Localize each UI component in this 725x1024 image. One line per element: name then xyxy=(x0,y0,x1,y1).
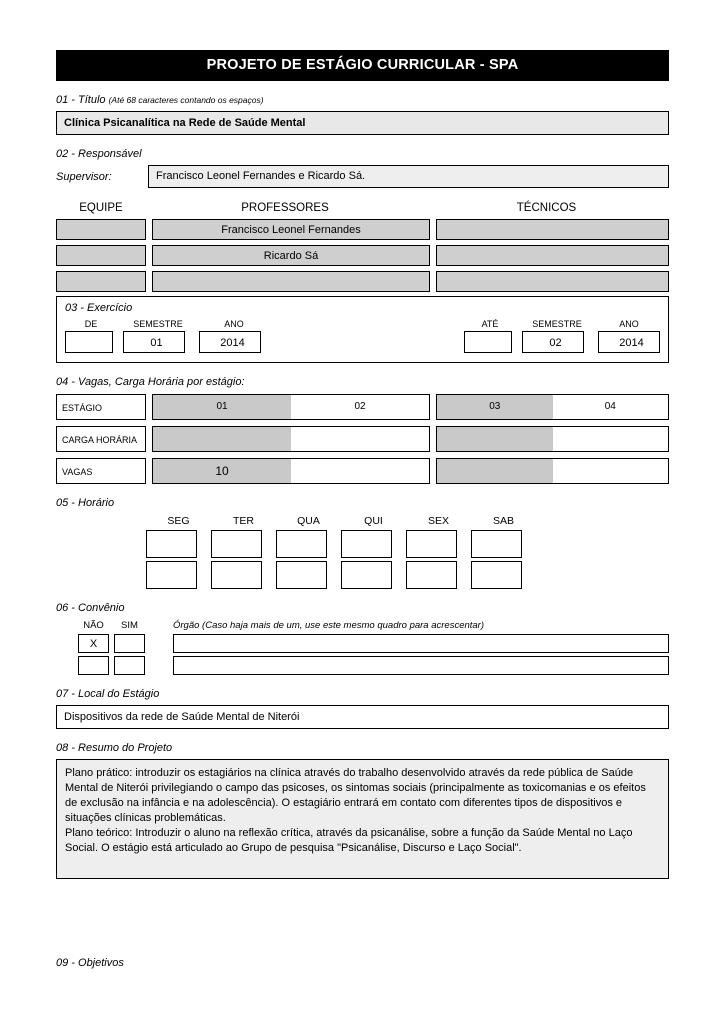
weekday-ter: TER xyxy=(233,515,254,527)
estagio-2[interactable]: 02 xyxy=(291,395,429,419)
section-01-title: 01 - Título xyxy=(56,94,106,106)
horario-ter-1[interactable] xyxy=(211,530,262,558)
de-field[interactable] xyxy=(65,331,113,353)
header-tecnicos: TÉCNICOS xyxy=(516,202,577,214)
vagas-2[interactable] xyxy=(291,459,429,483)
resumo-paragraph-1: Plano prático: introduzir os estagiários na clínica através do trabalho desenvolvido através da rede pública de Saúde Mental de Niterói privilegiando o campo das psicoses, os sintomas sociais (principalmente as toxicomanias e os efeitos de exclusão na infância e na adolescência). O estagiário entrará em contato com diferentes tipos de dispositivos e situações clínicas problemáticas. xyxy=(65,767,646,824)
equipe-cell-2[interactable] xyxy=(56,245,146,266)
ate-ano-group xyxy=(598,319,660,353)
carga-horaria-row-label: CARGA HORÁRIA xyxy=(56,426,146,452)
horario-row-2 xyxy=(56,561,669,589)
header-equipe: EQUIPE xyxy=(79,202,123,214)
section-07-label: 07 - Local do Estágio xyxy=(56,688,160,700)
table-row xyxy=(56,219,669,240)
horario-row-1 xyxy=(56,530,669,558)
carga-pair-right xyxy=(436,426,669,452)
section-09-label: 09 - Objetivos xyxy=(56,957,124,969)
estagio-1[interactable]: 01 xyxy=(153,395,291,419)
supervisor-row xyxy=(56,165,669,188)
document-title-bar: PROJETO DE ESTÁGIO CURRICULAR - SPA xyxy=(56,50,669,81)
estagio-3[interactable]: 03 xyxy=(437,395,553,419)
resumo-paragraph-2: Plano teórico: Introduzir o aluno na reflexão crítica, através da psicanálise, sobre a função da Saúde Mental no Laço Social. O estágio está articulado ao Grupo de pesquisa "Psicanálise, Discurso e Laço Social". xyxy=(65,827,633,854)
weekday-seg: SEG xyxy=(167,515,190,527)
ate-group xyxy=(464,319,516,353)
orgao-label: Órgão xyxy=(173,620,200,631)
estagio-pair-left xyxy=(152,394,430,420)
section-08-label: 08 - Resumo do Projeto xyxy=(56,742,173,754)
local-estagio-field[interactable]: Dispositivos da rede de Saúde Mental de Niterói xyxy=(56,705,669,729)
professor-cell-3[interactable] xyxy=(152,271,430,292)
horario-sab-2[interactable] xyxy=(471,561,522,589)
de-label: DE xyxy=(84,319,98,329)
convenio-sim-checkbox-2[interactable] xyxy=(114,656,145,675)
tecnico-cell-1[interactable] xyxy=(436,219,669,240)
horario-ter-2[interactable] xyxy=(211,561,262,589)
convenio-row-2 xyxy=(56,656,669,675)
de-ano-group xyxy=(199,319,269,353)
de-semestre-group xyxy=(123,319,193,353)
horario-qua-2[interactable] xyxy=(276,561,327,589)
carga-pair-left xyxy=(152,426,430,452)
weekday-qui: QUI xyxy=(364,515,383,527)
horario-sex-2[interactable] xyxy=(406,561,457,589)
carga-4[interactable] xyxy=(553,427,669,451)
convenio-sim-checkbox-1[interactable] xyxy=(114,634,145,653)
orgao-field-1[interactable] xyxy=(173,634,669,653)
weekday-sab: SAB xyxy=(492,515,514,527)
estagio-row-label: ESTÁGIO xyxy=(56,394,146,420)
weekday-sex: SEX xyxy=(427,515,449,527)
carga-2[interactable] xyxy=(291,427,429,451)
ate-semestre-group xyxy=(522,319,592,353)
de-semestre-label: SEMESTRE xyxy=(133,319,183,329)
vagas-pair-right xyxy=(436,458,669,484)
section-03-box xyxy=(56,296,669,363)
horario-sex-1[interactable] xyxy=(406,530,457,558)
orgao-hint: (Caso haja mais de um, use este mesmo quadro para acrescentar) xyxy=(202,620,485,631)
convenio-nao-checkbox-2[interactable] xyxy=(78,656,109,675)
convenio-header xyxy=(56,620,669,631)
vagas-4[interactable] xyxy=(553,459,669,483)
equipe-cell-3[interactable] xyxy=(56,271,146,292)
ate-semestre-label: SEMESTRE xyxy=(532,319,582,329)
convenio-nao-checkbox-1[interactable]: X xyxy=(78,634,109,653)
table-row xyxy=(56,245,669,266)
equipe-cell-1[interactable] xyxy=(56,219,146,240)
de-semestre-field[interactable]: 01 xyxy=(123,331,185,353)
tecnico-cell-2[interactable] xyxy=(436,245,669,266)
horario-seg-2[interactable] xyxy=(146,561,197,589)
section-02-label: 02 - Responsável xyxy=(56,148,142,160)
de-ano-field[interactable]: 2014 xyxy=(199,331,261,353)
section-01-label xyxy=(56,94,669,106)
tecnico-cell-3[interactable] xyxy=(436,271,669,292)
table-row xyxy=(56,271,669,292)
estagio-pair-right xyxy=(436,394,669,420)
carga-3[interactable] xyxy=(437,427,553,451)
convenio-row-1 xyxy=(56,634,669,653)
ate-label: ATÉ xyxy=(481,319,499,329)
estagio-4[interactable]: 04 xyxy=(553,395,669,419)
vagas-3[interactable] xyxy=(437,459,553,483)
weekday-qua: QUA xyxy=(297,515,320,527)
section-06-label: 06 - Convênio xyxy=(56,602,125,614)
section-05-label: 05 - Horário xyxy=(56,497,115,509)
vagas-row-label: VAGAS xyxy=(56,458,146,484)
professor-cell-1[interactable]: Francisco Leonel Fernandes xyxy=(152,219,430,240)
orgao-label-group xyxy=(173,620,484,631)
team-table-header xyxy=(56,202,669,214)
horario-qua-1[interactable] xyxy=(276,530,327,558)
de-group xyxy=(65,319,117,353)
professor-cell-2[interactable]: Ricardo Sá xyxy=(152,245,430,266)
horario-seg-1[interactable] xyxy=(146,530,197,558)
ate-field[interactable] xyxy=(464,331,512,353)
resumo-projeto-field[interactable] xyxy=(56,759,669,879)
ate-ano-field[interactable]: 2014 xyxy=(598,331,660,353)
section-01-hint: (Até 68 caracteres contando os espaços) xyxy=(108,95,264,105)
vagas-pair-left xyxy=(152,458,430,484)
horario-sab-1[interactable] xyxy=(471,530,522,558)
estagio-row xyxy=(56,394,669,420)
titulo-field[interactable]: Clínica Psicanalítica na Rede de Saúde Mental xyxy=(56,111,669,135)
vagas-row xyxy=(56,458,669,484)
horario-qui-2[interactable] xyxy=(341,561,392,589)
supervisor-field[interactable]: Francisco Leonel Fernandes e Ricardo Sá. xyxy=(148,165,669,188)
section-03-label: 03 - Exercício xyxy=(65,302,133,314)
exercicio-row xyxy=(65,319,660,353)
header-professores: PROFESSORES xyxy=(241,202,329,214)
horario-qui-1[interactable] xyxy=(341,530,392,558)
orgao-field-2[interactable] xyxy=(173,656,669,675)
section-04-label: 04 - Vagas, Carga Horária por estágio: xyxy=(56,376,245,388)
convenio-sim-label: SIM xyxy=(121,620,138,631)
supervisor-label: Supervisor: xyxy=(56,170,112,183)
ate-semestre-field[interactable]: 02 xyxy=(522,331,584,353)
carga-1[interactable] xyxy=(153,427,291,451)
weekday-header xyxy=(56,515,669,527)
de-ano-label: ANO xyxy=(224,319,244,329)
convenio-nao-label: NÃO xyxy=(83,620,104,631)
carga-horaria-row xyxy=(56,426,669,452)
vagas-1[interactable]: 10 xyxy=(153,459,291,483)
ate-ano-label: ANO xyxy=(619,319,639,329)
form-content xyxy=(56,50,669,974)
